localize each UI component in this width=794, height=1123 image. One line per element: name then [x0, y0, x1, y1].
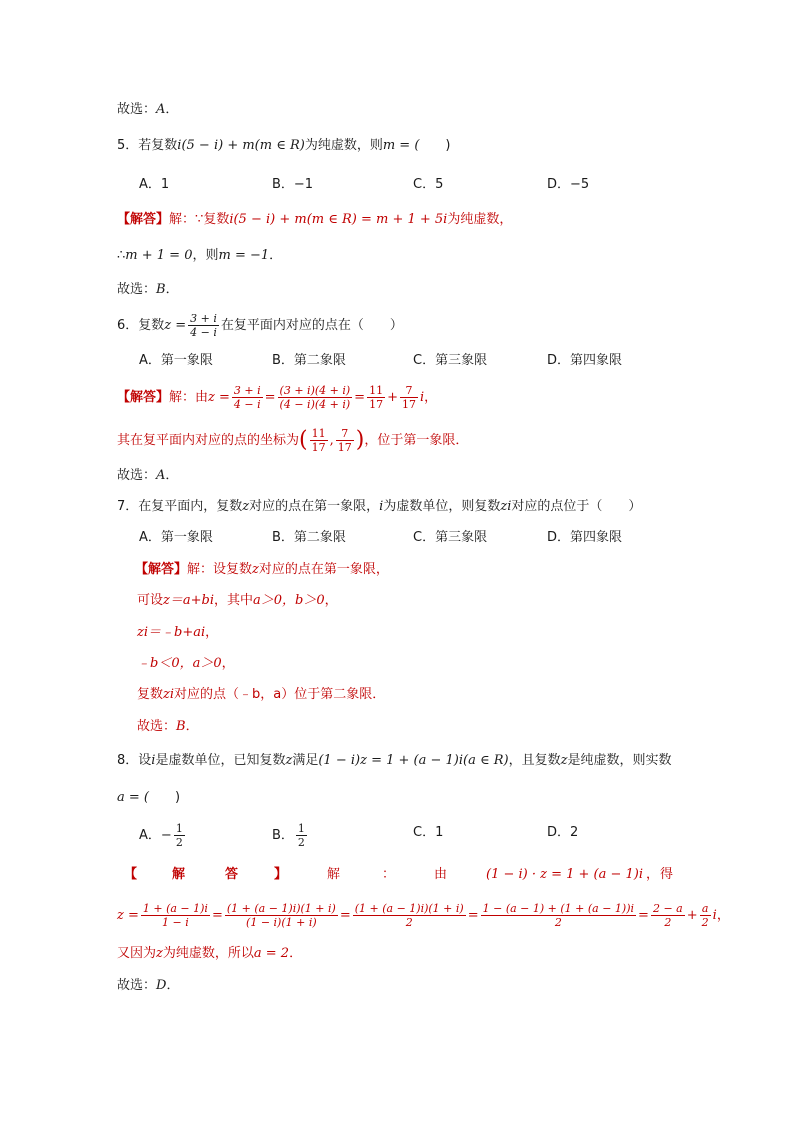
- q6-stem: [117, 312, 403, 339]
- stem-text: 复数: [138, 318, 165, 333]
- q7-solution-line-4: [137, 655, 235, 673]
- solution-text: 得: [660, 867, 674, 882]
- stem-text: 对应的点在第一象限，: [249, 499, 380, 514]
- numerator: (3 + i)(4 + i): [279, 384, 351, 397]
- q5-stem: [117, 137, 450, 155]
- denominator: 4 − i: [233, 398, 261, 411]
- denominator: 17: [401, 398, 416, 411]
- stem-text: 若复数: [138, 138, 178, 153]
- fraction: [225, 902, 338, 929]
- stem-expression: z =: [164, 318, 187, 333]
- period: ．: [165, 102, 179, 117]
- q8-option-d: D．2: [547, 825, 579, 840]
- comma: ,: [329, 433, 334, 448]
- equals-sign: =: [339, 908, 351, 923]
- conclusion-label: 故选：: [117, 282, 157, 297]
- open-paren: (: [299, 427, 308, 453]
- numerator: a: [700, 902, 711, 916]
- numerator: 3 + i: [190, 312, 217, 325]
- comma: ，: [221, 656, 235, 671]
- denominator: 17: [311, 441, 326, 454]
- q6-option-c: C．第三象限: [413, 353, 488, 368]
- solution-text: 复数: [203, 212, 230, 227]
- comma: ，: [324, 593, 338, 608]
- stem-expression: a = (: [117, 790, 149, 805]
- solution-variable: z: [252, 562, 259, 577]
- numerator: 11: [369, 384, 384, 397]
- stem-text: ): [419, 138, 451, 153]
- denominator: (4 − i)(4 + i): [279, 398, 351, 411]
- fraction: [278, 384, 353, 411]
- solution-text: 又因为: [117, 946, 157, 961]
- period: ．: [185, 719, 199, 734]
- fraction: [141, 902, 210, 929]
- stem-expression: m = (: [382, 138, 420, 153]
- stem-text: 是虚数单位，已知复数: [155, 753, 286, 768]
- solution-text: 为纯虚数，: [447, 212, 513, 227]
- plus-sign: +: [686, 908, 698, 923]
- answer-letter: A: [156, 468, 166, 483]
- close-paren: ): [355, 427, 365, 453]
- stem-text: 为虚数单位，则复数: [383, 499, 501, 514]
- answer-letter: B: [156, 282, 166, 297]
- fraction: [481, 902, 636, 929]
- stem-text: 对应的点位于（ ）: [511, 499, 642, 514]
- q8-solution-line-3: [117, 945, 302, 963]
- q5-conclusion: [117, 281, 179, 299]
- stem-text: ): [148, 790, 181, 805]
- stem-text: 满足: [292, 753, 319, 768]
- q5-option-b: B．−1: [272, 177, 314, 192]
- conclusion-label: 故选：: [137, 719, 177, 734]
- numerator: 1: [297, 822, 305, 835]
- solution-text: ，则: [192, 248, 219, 263]
- q8-option-b: [272, 822, 309, 849]
- solution-tag: 【解答】: [117, 390, 170, 405]
- fraction: [367, 384, 385, 411]
- solution-expression: z =: [117, 908, 139, 923]
- stem-expression: (1 − i)z = 1 + (a − 1)i(a ∈ R): [318, 753, 509, 768]
- denominator: 2: [701, 916, 709, 929]
- q8-stem-line-2: [117, 789, 180, 807]
- period: ．: [165, 468, 179, 483]
- solution-text: 为纯虚数，所以: [162, 946, 254, 961]
- solution-tag-char: 解: [172, 867, 186, 882]
- solution-text: 解：由: [169, 390, 209, 405]
- solution-expression: ﹣b＜0，a＞0: [137, 656, 222, 671]
- solution-expression: zi＝﹣b+ai: [137, 625, 206, 640]
- stem-variable: z: [285, 753, 293, 768]
- question-number: 6．: [117, 318, 139, 333]
- stem-variable: z: [560, 753, 568, 768]
- period: ．: [166, 978, 180, 993]
- denominator: 17: [337, 441, 352, 454]
- equals-sign: =: [467, 908, 479, 923]
- q6-conclusion: [117, 467, 178, 485]
- numerator: 7: [336, 427, 354, 441]
- denominator: (1 − i)(1 + i): [246, 916, 317, 929]
- stem-expression: i(5 − i) + m(m ∈ R): [177, 138, 305, 153]
- solution-text: 解：: [169, 212, 196, 227]
- denominator: 2: [664, 916, 672, 929]
- fraction: [232, 384, 263, 411]
- q6-option-a: A．第一象限: [139, 353, 213, 368]
- answer-letter: D: [156, 978, 167, 993]
- q6-option-d: D．第四象限: [547, 353, 623, 368]
- solution-tag-char: 【: [124, 867, 138, 882]
- numerator: 1 − (a − 1) + (1 + (a − 1))i: [482, 902, 635, 915]
- q5-option-a: A．1: [139, 177, 170, 192]
- comma: ，: [646, 867, 660, 882]
- fraction: [700, 902, 711, 929]
- solution-tag-char: 】: [274, 867, 288, 882]
- fraction: [296, 822, 307, 849]
- fraction: [353, 902, 466, 929]
- q6-solution-line-1: [117, 384, 437, 411]
- stem-variable: zi: [500, 499, 512, 514]
- stem-fraction: [188, 312, 219, 339]
- numerator: 2 − a: [652, 902, 683, 915]
- fraction: [400, 384, 418, 411]
- q7-option-a: A．第一象限: [139, 530, 213, 545]
- solution-tag-char: 答: [225, 867, 239, 882]
- q4-conclusion: [117, 101, 178, 119]
- numerator: 1 + (a − 1)i: [142, 902, 208, 915]
- comma: ，: [424, 390, 438, 405]
- q5-option-d: D．−5: [547, 177, 590, 192]
- question-number: 7．: [117, 499, 139, 514]
- solution-text: 解: [327, 867, 341, 882]
- stem-variable: z: [242, 499, 250, 514]
- answer-letter: A: [156, 102, 166, 117]
- stem-variable: i: [151, 753, 156, 768]
- therefore-symbol: ∴: [117, 248, 126, 263]
- equals-sign: =: [354, 390, 366, 405]
- q7-stem: [117, 498, 641, 516]
- fraction: [336, 427, 354, 454]
- stem-text: ，且复数: [508, 753, 561, 768]
- solution-tag: 【解答】: [117, 212, 170, 227]
- solution-text: 其在复平面内对应的点的坐标为: [117, 433, 300, 448]
- answer-letter: B: [176, 719, 186, 734]
- equals-sign: =: [638, 908, 649, 923]
- period: ．: [289, 946, 303, 961]
- solution-text: 可设: [137, 593, 164, 608]
- option-label: B．: [272, 828, 294, 843]
- denominator: 1 − i: [162, 916, 189, 929]
- equals-sign: =: [264, 390, 276, 405]
- stem-text: 在复平面内，复数: [138, 499, 243, 514]
- solution-tag: 【解答】: [135, 562, 188, 577]
- stem-text: 为纯虚数，则: [304, 138, 383, 153]
- conclusion-label: 故选：: [117, 978, 157, 993]
- solution-text: 复数: [137, 687, 164, 702]
- solution-text: ，其中: [214, 593, 254, 608]
- q5-option-c: C．5: [413, 177, 444, 192]
- numerator: 7: [400, 384, 418, 398]
- fraction: [174, 822, 185, 849]
- denominator: 2: [297, 836, 305, 849]
- q8-option-a: [139, 822, 187, 849]
- q8-conclusion: [117, 977, 179, 995]
- option-label: A．: [139, 828, 161, 843]
- equals-sign: =: [211, 908, 223, 923]
- q8-solution-line-2: [117, 902, 730, 929]
- q7-solution-line-2: [137, 592, 338, 610]
- q7-solution-line-1: [135, 561, 389, 579]
- question-number: 8．: [117, 753, 139, 768]
- stem-text: 是纯虚数，则实数: [567, 753, 672, 768]
- numerator: (1 + (a − 1)i)(1 + i): [226, 902, 336, 915]
- comma: ，: [716, 908, 730, 923]
- numerator: 11: [311, 427, 326, 440]
- period: ．: [165, 282, 179, 297]
- fraction: [310, 427, 328, 454]
- solution-expression: a＞0，b＞0: [253, 593, 325, 608]
- stem-variable: i: [379, 499, 384, 514]
- denominator: 2: [175, 836, 183, 849]
- q8-stem-line-1: [117, 752, 671, 770]
- solution-variable: zi: [163, 687, 175, 702]
- comma: ，: [205, 625, 219, 640]
- q7-option-c: C．第三象限: [413, 530, 488, 545]
- q6-option-b: B．第二象限: [272, 353, 346, 368]
- denominator: 4 − i: [190, 326, 217, 339]
- solution-expression: (1 − i) · z = 1 + (a − 1)i: [486, 867, 644, 882]
- q5-solution-line-1: [117, 211, 512, 229]
- numerator: (1 + (a − 1)i)(1 + i): [354, 902, 464, 915]
- q7-solution-line-5: [137, 686, 385, 704]
- q7-option-b: B．第二象限: [272, 530, 346, 545]
- denominator: 17: [369, 398, 384, 411]
- q8-option-c: C．1: [413, 825, 444, 840]
- conclusion-label: 故选：: [117, 468, 157, 483]
- denominator: 2: [405, 916, 413, 929]
- q5-solution-line-2: [117, 247, 282, 265]
- solution-text: 对应的点在第一象限，: [258, 562, 389, 577]
- solution-variable: z: [156, 946, 163, 961]
- solution-expression: a = 2: [253, 946, 290, 961]
- solution-text: 解：设复数: [187, 562, 253, 577]
- solution-expression: m = −1: [218, 248, 270, 263]
- solution-expression: z =: [208, 390, 230, 405]
- q6-solution-line-2: [117, 427, 468, 454]
- imaginary-unit: i: [419, 390, 425, 405]
- plus-sign: +: [387, 390, 398, 405]
- fraction: [651, 902, 685, 929]
- because-symbol: ∵: [195, 212, 204, 227]
- numerator: 1: [175, 822, 183, 835]
- stem-text: 设: [138, 753, 152, 768]
- solution-expression: i(5 − i) + m(m ∈ R) = m + 1 + 5i: [229, 212, 448, 227]
- q7-option-d: D．第四象限: [547, 530, 623, 545]
- solution-text: 由: [434, 867, 448, 882]
- minus-sign: −: [160, 828, 172, 843]
- solution-text: 对应的点（﹣b，a）位于第二象限．: [174, 687, 386, 702]
- period: ．: [269, 248, 283, 263]
- solution-expression: z＝a+bi: [163, 593, 214, 608]
- numerator: 3 + i: [233, 384, 261, 397]
- solution-expression: m + 1 = 0: [125, 248, 193, 263]
- q7-conclusion: [137, 718, 199, 736]
- stem-text: 在复平面内对应的点在（ ）: [220, 318, 403, 333]
- imaginary-unit: i: [712, 908, 717, 923]
- q7-solution-line-3: [137, 624, 218, 642]
- solution-text: ，位于第一象限．: [364, 433, 469, 448]
- solution-text: ：: [382, 867, 396, 882]
- question-number: 5．: [117, 138, 139, 153]
- conclusion-label: 故选：: [117, 102, 157, 117]
- denominator: 2: [554, 916, 562, 929]
